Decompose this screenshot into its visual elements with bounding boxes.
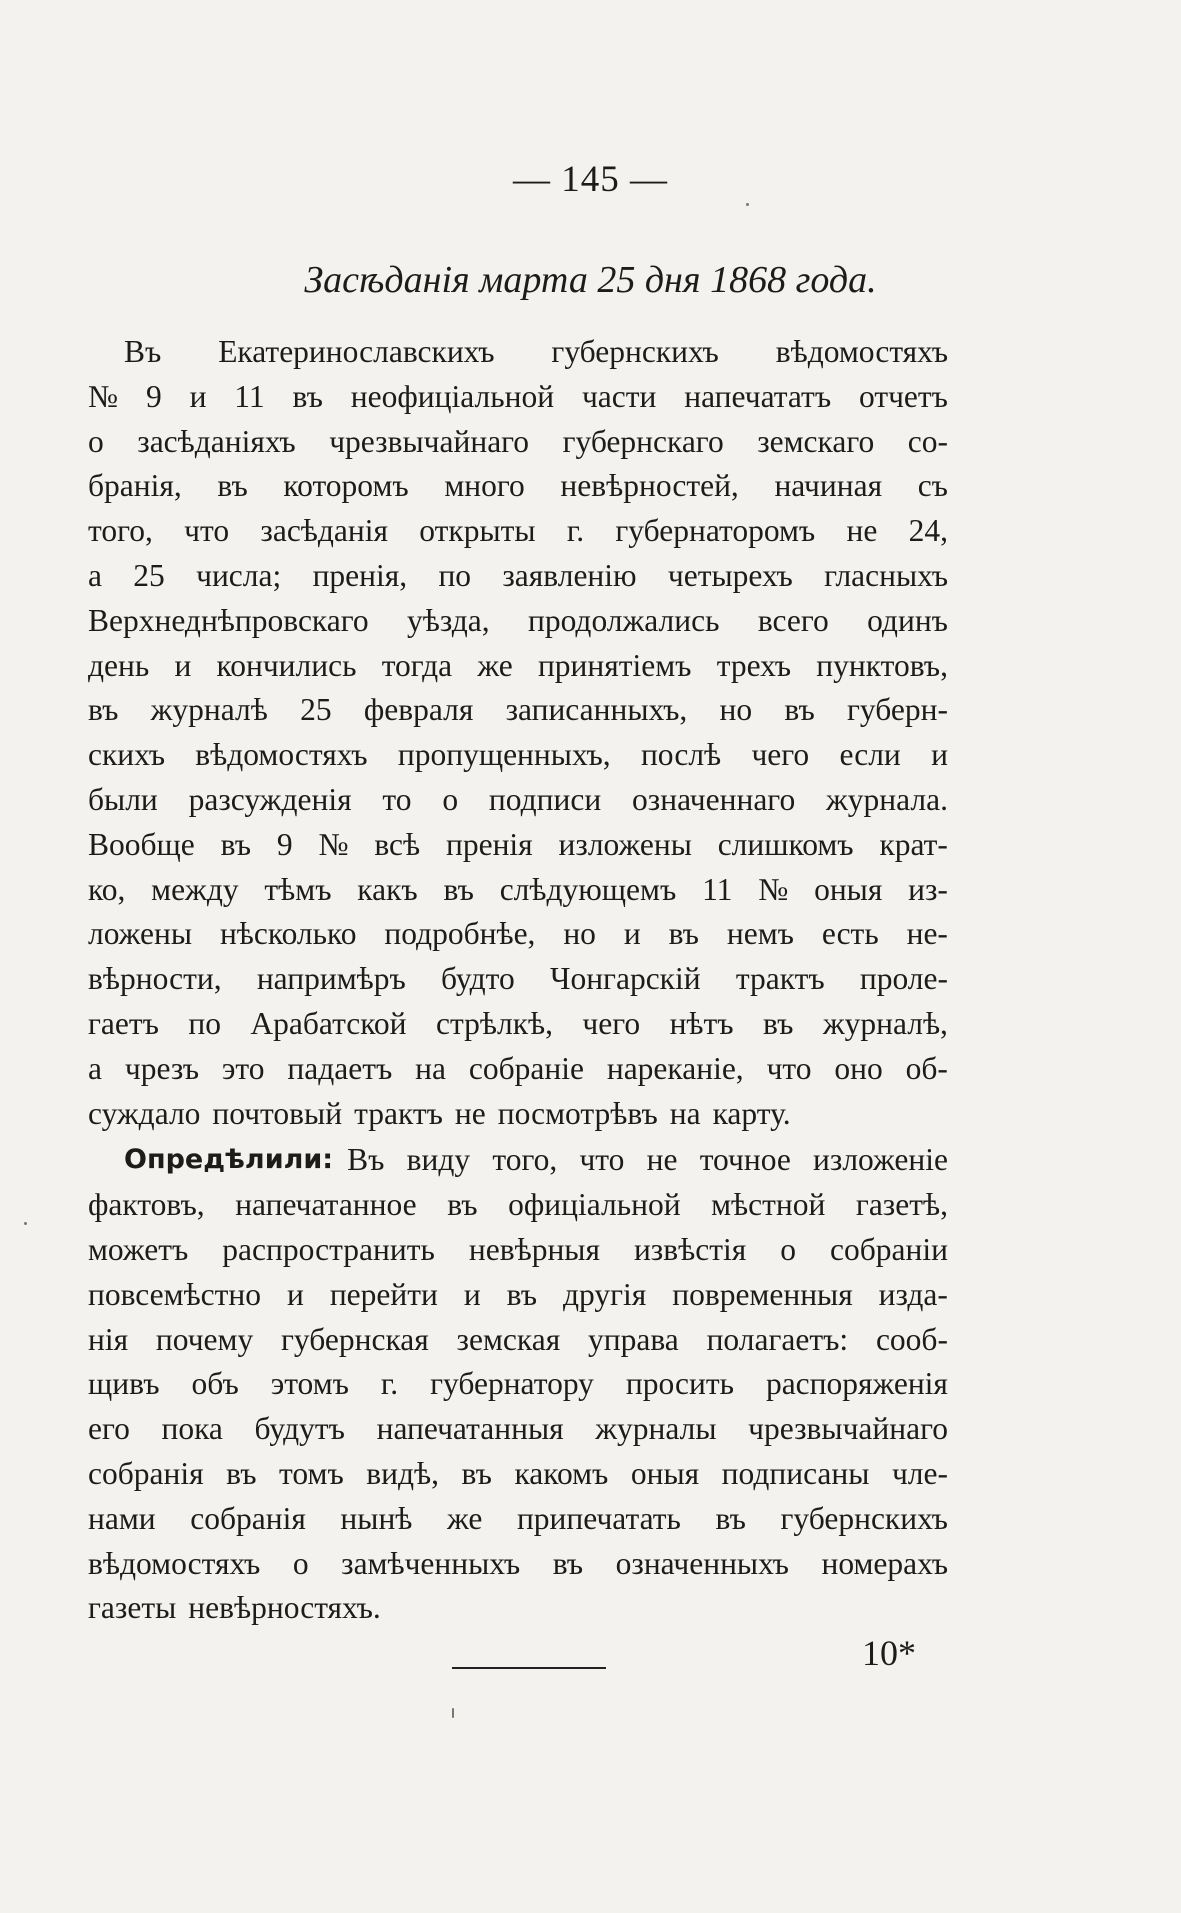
text-line: ложены нѣсколько подробнѣе, но и въ немъ есть не- xyxy=(88,916,948,952)
text-line: о засѣданіяхъ чрезвычайнаго губернскаго земскаго со- xyxy=(88,423,948,459)
text-line: а чрезъ это падаетъ на собраніе нареканіе, что оно об- xyxy=(88,1050,948,1086)
text-line: бранія, въ которомъ много невѣрностей, начиная съ xyxy=(88,468,948,504)
page-number: — 145 — xyxy=(513,159,668,200)
text-line: Вообще въ 9 № всѣ пренія изложены слишкомъ крат- xyxy=(88,826,948,862)
text-line: № 9 и 11 въ неофиціальной части напечататъ отчетъ xyxy=(88,378,948,414)
text-line: его пока будутъ напечатанныя журналы чрезвычайнаго xyxy=(88,1411,948,1447)
text-line: гаетъ по Арабатской стрѣлкѣ, чего нѣтъ въ журналѣ, xyxy=(88,1005,948,1041)
text-line: вѣдомостяхъ о замѣченныхъ въ означенныхъ номерахъ xyxy=(88,1545,948,1581)
paper-speck xyxy=(746,203,749,206)
text-line: въ журналѣ 25 февраля записанныхъ, но въ губерн- xyxy=(88,692,948,728)
text-line: нами собранія нынѣ же припечатать въ губернскихъ xyxy=(88,1500,948,1536)
text-line: Верхнеднѣпровскаго уѣзда, продолжались всего одинъ xyxy=(88,602,948,638)
text-line: Въ Екатеринославскихъ губернскихъ вѣдомостяхъ xyxy=(124,334,948,369)
text-line: того, что засѣданія открыты г. губернаторомъ не 24, xyxy=(88,513,948,549)
text-line: были разсужденія то о подписи означеннаго журнала. xyxy=(88,781,948,817)
section-rule xyxy=(452,1667,606,1669)
text-line: газеты невѣрностяхъ. xyxy=(88,1590,381,1626)
text-line: день и кончились тогда же принятіемъ трехъ пунктовъ, xyxy=(88,647,948,683)
signature-mark: 10* xyxy=(862,1633,916,1673)
resolved-label: Опредѣлили: xyxy=(124,1144,334,1176)
text-line: можетъ распространить невѣрныя извѣстія о собраніи xyxy=(88,1231,948,1267)
session-title: Засѣданія марта 25 дня 1868 года. xyxy=(304,259,877,301)
text-line: вѣрности, напримѣръ будто Чонгарскій трактъ пролe- xyxy=(88,961,948,997)
text-line: щивъ объ этомъ г. губернатору просить распоряженія xyxy=(88,1366,948,1402)
text-line: собранія въ томъ видѣ, въ какомъ оныя подписаны чле- xyxy=(88,1455,948,1491)
paragraph-2 xyxy=(88,1183,948,1631)
text-line: скихъ вѣдомостяхъ пропущенныхъ, послѣ чего если и xyxy=(88,737,948,773)
paper-speck xyxy=(452,1708,454,1718)
resolution-first-line xyxy=(88,1138,948,1183)
text-line: суждало почтовый трактъ не посмотрѣвъ на карту. xyxy=(88,1095,791,1131)
body-text xyxy=(88,330,948,1631)
paragraph-1 xyxy=(88,330,948,1136)
text-line: а 25 числа; пренія, по заявленію четырехъ гласныхъ xyxy=(88,557,948,593)
text-line: фактовъ, напечатанное въ офиціальной мѣстной газетѣ, xyxy=(88,1187,948,1223)
paper-speck xyxy=(24,1222,27,1225)
text-line: нія почему губернская земская управа полагаетъ: сооб- xyxy=(88,1321,948,1357)
resolution-first-line-text: Въ виду того, что не точное изложеніе xyxy=(347,1142,948,1178)
text-line: ко, между тѣмъ какъ въ слѣдующемъ 11 № оныя из- xyxy=(88,871,948,907)
text-line: повсемѣстно и перейти и въ другія повременныя изда- xyxy=(88,1276,948,1312)
